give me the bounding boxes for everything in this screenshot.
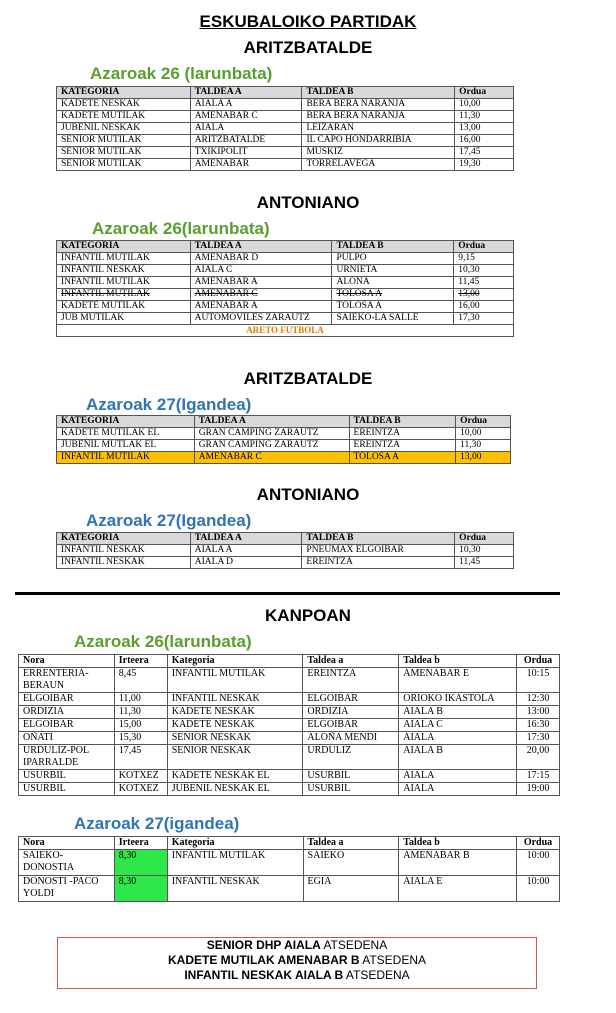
cell: AIALA C: [190, 265, 332, 277]
cell: USURBIL: [19, 770, 115, 783]
cell: INFANTIL NESKAK: [57, 557, 191, 569]
cell: AMENABAR C: [190, 289, 332, 301]
table-row: [57, 159, 514, 171]
cell: AMENABAR A: [190, 277, 332, 289]
date-heading-26: Azaroak 26 (larunbata): [90, 64, 273, 83]
cell: 11,00: [114, 693, 167, 706]
cell: 11,45: [454, 277, 514, 289]
table-row: [19, 783, 560, 796]
cell: SAIEKO-LA SALLE: [332, 313, 454, 325]
schedule-table-aritzbatalde-26: [56, 86, 514, 171]
cell: KADETE NESKAK: [167, 719, 303, 732]
table-row: [19, 719, 560, 732]
cell: KADETE MUTILAK: [57, 301, 191, 313]
cell: KOTXEZ: [114, 770, 167, 783]
cell: 10,00: [455, 99, 514, 111]
cell: OÑATI: [19, 732, 115, 745]
cell: 10:15: [517, 668, 560, 693]
table-row: [19, 745, 560, 770]
rest-label: ATSEDENA: [359, 953, 426, 967]
column-header: TALDEA B: [349, 416, 456, 428]
cell: KADETE NESKAK: [167, 706, 303, 719]
cell: URDULIZ-POL IPARRALDE: [19, 745, 115, 770]
departure-cell: 8,30: [114, 850, 167, 876]
venue-title-aritzbatalde-26: ARITZBATALDE: [243, 38, 373, 57]
cell: IL CAPO HONDARRIBIA: [302, 135, 455, 147]
cell: AIALA A: [190, 99, 302, 111]
table-row: [57, 135, 514, 147]
cell: AUTOMOVILES ZARAUTZ: [190, 313, 332, 325]
cell: 17:15: [517, 770, 560, 783]
cell: DONOSTI -PACO YOLDI: [19, 876, 115, 902]
table-row: [57, 440, 511, 452]
column-header: Ordua: [455, 533, 514, 545]
table-row: [57, 99, 514, 111]
cell: ARITZBATALDE: [190, 135, 302, 147]
cell: 8,45: [114, 668, 167, 693]
cell: 11,45: [455, 557, 514, 569]
column-header: KATEGORIA: [57, 533, 191, 545]
cell: URNIETA: [332, 265, 454, 277]
cell: AIALA: [399, 732, 517, 745]
column-header: TALDEA A: [190, 241, 332, 253]
cell: MUSKIZ: [302, 147, 455, 159]
cell: AIALA: [399, 783, 517, 796]
cell: TOLOSA A: [332, 301, 454, 313]
away-table-26: [18, 654, 560, 796]
cell: INFANTIL NESKAK: [167, 693, 303, 706]
cell: KADETE NESKAK EL: [167, 770, 303, 783]
cell: ORDIZIA: [303, 706, 399, 719]
table-row: [19, 770, 560, 783]
cell: TORRELAVEGA: [302, 159, 455, 171]
cell: 10:00: [517, 876, 560, 902]
cell: SENIOR MUTILAK: [57, 135, 191, 147]
column-header: Irteera: [114, 655, 167, 668]
cell: PULPO: [332, 253, 454, 265]
table-row: [57, 111, 514, 123]
cell: EREINTZA: [303, 668, 399, 693]
cell: INFANTIL NESKAK: [57, 265, 191, 277]
cell: 17,30: [454, 313, 514, 325]
table-row: [57, 557, 514, 569]
rest-label: ATSEDENA: [320, 938, 388, 952]
cell: JUBENIL NESKAK: [57, 123, 191, 135]
cell: 19:00: [517, 783, 560, 796]
cell: BERA BERA NARANJA: [302, 111, 455, 123]
cell: KADETE MUTILAK: [57, 111, 191, 123]
date-heading-27: Azaroak 27(Igandea): [86, 395, 252, 414]
away-title: KANPOAN: [265, 606, 351, 625]
venue-title-aritzbatalde-27: ARITZBATALDE: [243, 369, 373, 388]
table-row: [19, 732, 560, 745]
cell: JUBENIL MUTLAK EL: [57, 440, 195, 452]
cell: INFANTIL MUTILAK: [167, 668, 303, 693]
cell: SENIOR MUTILAK: [57, 159, 191, 171]
column-header: Orduа: [517, 655, 560, 668]
column-header: Nora: [19, 655, 115, 668]
cell: KOTXEZ: [114, 783, 167, 796]
cell: KADETE MUTILAK EL: [57, 428, 195, 440]
schedule-table-antoniano-27: [56, 532, 514, 569]
cell: 10,00: [456, 428, 511, 440]
cell: 17,45: [455, 147, 514, 159]
note-areto-futbola: ARETO FUTBOLA: [57, 325, 514, 337]
cell: INFANTIL MUTILAK: [57, 277, 191, 289]
cell: AMENABAR C: [194, 452, 349, 464]
cell: SAIEKO: [303, 850, 399, 876]
away-date-27: Azaroak 27(igandea): [74, 814, 240, 833]
table-row: [57, 253, 514, 265]
column-header: TALDEA B: [302, 87, 455, 99]
cell: GRAN CAMPING ZARAUTZ: [194, 428, 349, 440]
rest-team: SENIOR DHP AIALA: [206, 938, 321, 952]
cell: INFANTIL MUTILAK: [57, 253, 191, 265]
cell: AIALA C: [399, 719, 517, 732]
highlighted-row: [57, 452, 511, 464]
column-header: TALDEA B: [302, 533, 455, 545]
cell: 11,30: [455, 111, 514, 123]
cell: AIALA A: [190, 545, 302, 557]
column-header: Ordua: [454, 241, 514, 253]
cell: 13:00: [517, 706, 560, 719]
cell: 17,45: [114, 745, 167, 770]
cell: AIALA: [399, 770, 517, 783]
rest-team: KADETE MUTILAK AMENABAR B: [167, 953, 360, 967]
cell: INFANTIL MUTILAK: [57, 452, 195, 464]
column-header: Ordua: [456, 416, 511, 428]
page-title: ESKUBALOIKO PARTIDAK: [199, 12, 417, 31]
cell: 17:30: [517, 732, 560, 745]
column-header: TALDEA A: [190, 533, 302, 545]
column-header: Taldea b: [399, 837, 517, 850]
cell: AMENABAR B: [399, 850, 517, 876]
cell: 11,30: [456, 440, 511, 452]
column-header: KATEGORIA: [57, 87, 191, 99]
table-row: [57, 428, 511, 440]
column-header: Taldea b: [399, 655, 517, 668]
cell: 19,30: [455, 159, 514, 171]
column-header: Kategoria: [167, 655, 303, 668]
cell: 11,30: [114, 706, 167, 719]
table-row: [57, 277, 514, 289]
cell: 13,00: [454, 289, 514, 301]
cell: ELGOIBAR: [303, 693, 399, 706]
venue-title-antoniano-26: ANTONIANO: [256, 193, 360, 212]
table-row: [19, 850, 560, 876]
cell: 13,00: [456, 452, 511, 464]
cell: SENIOR NESKAK: [167, 732, 303, 745]
cell: SENIOR NESKAK: [167, 745, 303, 770]
table-row: [57, 147, 514, 159]
cell: ORDIZIA: [19, 706, 115, 719]
cell: GRAN CAMPING ZARAUTZ: [194, 440, 349, 452]
cell: INFANTIL MUTILAK: [167, 850, 303, 876]
column-header: Kategoria: [167, 837, 303, 850]
cell: AMENABAR D: [190, 253, 332, 265]
column-header: Taldea a: [303, 655, 399, 668]
venue-title-antoniano-27: ANTONIANO: [256, 485, 360, 504]
section-divider: [15, 592, 560, 595]
cell: 15,30: [114, 732, 167, 745]
cell: AMENABAR E: [399, 668, 517, 693]
cell: ERRENTERIA-BERAUN: [19, 668, 115, 693]
column-header: TALDEA A: [190, 87, 302, 99]
cell: EGIA: [303, 876, 399, 902]
column-header: KATEGORIA: [57, 241, 191, 253]
cell: 16,00: [455, 135, 514, 147]
rest-line: [58, 953, 536, 968]
rest-notice-box: [57, 937, 537, 989]
cell: ORIOKO IKASTOLA: [399, 693, 517, 706]
cell: AMENABAR A: [190, 301, 332, 313]
table-row: [57, 545, 514, 557]
cell: USURBIL: [303, 770, 399, 783]
cell: USURBIL: [303, 783, 399, 796]
cell: PNEUMAX ELGOIBAR: [302, 545, 455, 557]
cell: AMENABAR: [190, 159, 302, 171]
table-row: [19, 668, 560, 693]
column-header: TALDEA A: [194, 416, 349, 428]
cell: 16,00: [454, 301, 514, 313]
cell: 9,15: [454, 253, 514, 265]
away-table-27: [18, 836, 560, 902]
cancelled-row: [57, 289, 514, 301]
rest-label: ATSEDENA: [343, 968, 410, 982]
cell: AIALA B: [399, 745, 517, 770]
cell: KADETE NESKAK: [57, 99, 191, 111]
cell: TXIKIPOLIT: [190, 147, 302, 159]
rest-team: INFANTIL NESKAK AIALA B: [184, 968, 344, 982]
column-header: Irteera: [114, 837, 167, 850]
cell: 12:30: [517, 693, 560, 706]
table-row: [57, 313, 514, 325]
cell: 13,00: [455, 123, 514, 135]
table-row: [57, 265, 514, 277]
cell: TOLOSA A: [349, 452, 456, 464]
away-date-26: Azaroak 26(larunbata): [74, 632, 252, 651]
cell: 16:30: [517, 719, 560, 732]
cell: 10,30: [455, 545, 514, 557]
column-header: Taldea a: [303, 837, 399, 850]
cell: USURBIL: [19, 783, 115, 796]
cell: AIALA D: [190, 557, 302, 569]
cell: SENIOR MUTILAK: [57, 147, 191, 159]
column-header: KATEGORIA: [57, 416, 195, 428]
cell: ALOÑA: [332, 277, 454, 289]
cell: ELGOIBAR: [19, 719, 115, 732]
table-row: [19, 706, 560, 719]
cell: JUB MUTILAK: [57, 313, 191, 325]
cell: INFANTIL NESKAK: [167, 876, 303, 902]
table-row: [19, 876, 560, 902]
cell: JUBENIL NESKAK EL: [167, 783, 303, 796]
cell: AMENABAR C: [190, 111, 302, 123]
table-row: [57, 123, 514, 135]
cell: BERA BERA NARANJA: [302, 99, 455, 111]
schedule-table-antoniano-26: [56, 240, 514, 337]
column-header: Nora: [19, 837, 115, 850]
cell: AIALA: [190, 123, 302, 135]
schedule-table-aritzbatalde-27: [56, 415, 511, 464]
column-header: TALDEA B: [332, 241, 454, 253]
cell: EREINTZA: [349, 440, 456, 452]
cell: TOLOSA A: [332, 289, 454, 301]
cell: EREINTZA: [302, 557, 455, 569]
table-row: [57, 301, 514, 313]
column-header: Ordua: [455, 87, 514, 99]
cell: 15,00: [114, 719, 167, 732]
cell: ELGOIBAR: [303, 719, 399, 732]
cell: ELGOIBAR: [19, 693, 115, 706]
cell: SAIEKO-DONOSTIA: [19, 850, 115, 876]
rest-line: [58, 938, 536, 953]
departure-cell: 8,30: [114, 876, 167, 902]
date-heading-27-antoniano: Azaroak 27(Igandea): [86, 511, 252, 530]
cell: 10,30: [454, 265, 514, 277]
column-header: Orduа: [517, 837, 560, 850]
rest-line: [58, 968, 536, 983]
cell: AIALA E: [399, 876, 517, 902]
cell: INFANTIL MUTILAK: [57, 289, 191, 301]
cell: AIALA B: [399, 706, 517, 719]
date-heading-26-antoniano: Azaroak 26(larunbata): [92, 219, 270, 238]
cell: 20,00: [517, 745, 560, 770]
cell: 10:00: [517, 850, 560, 876]
cell: INFANTIL NESKAK: [57, 545, 191, 557]
table-row: [19, 693, 560, 706]
cell: URDULIZ: [303, 745, 399, 770]
cell: EREINTZA: [349, 428, 456, 440]
cell: LEIZARAN: [302, 123, 455, 135]
cell: ALOÑA MENDI: [303, 732, 399, 745]
